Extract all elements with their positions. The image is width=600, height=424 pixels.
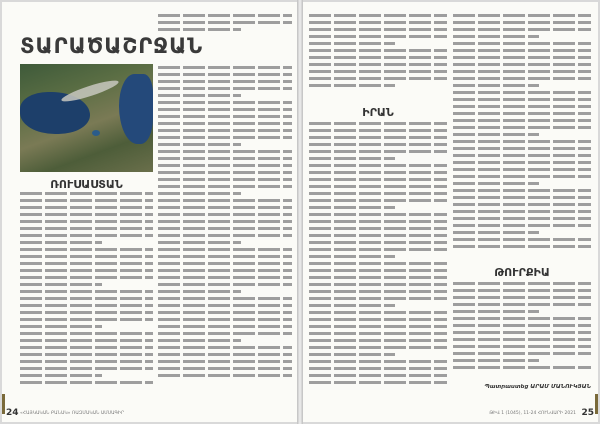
left-column-1-text [20, 190, 153, 400]
left-page [2, 2, 297, 422]
right-column-1-top-text [309, 12, 447, 104]
lake-shape [92, 130, 100, 136]
author-credit: Պատրաստեց ԱՐԱՄ ՄԱՆՈՒԿՅԱՆ [484, 384, 591, 390]
right-column-2-text [453, 12, 591, 262]
section-title: ՏԱՐԱԾԱՇՐՋԱՆ [20, 34, 204, 58]
left-footer: «ՀԱՅԿԱԿԱՆ ԲԱՆԱԿ» ՌԱԶՄԱԿԱՆ ԱՄՍԱԳԻՐ [20, 411, 125, 416]
heading-russia: ՌՈՒՍԱՍՏԱՆ [50, 178, 123, 191]
heading-turkey: ԹՈՒՐՔԻԱ [494, 266, 550, 279]
caucasus-range-shape [60, 77, 120, 105]
right-page [303, 2, 598, 422]
left-column-2-text [158, 64, 292, 400]
right-column-1-text [309, 120, 447, 400]
right-footer: ԹԻՎ 1 (1045), 11-24 ՀՈՒՆՎԱՐԻ 2021 [489, 411, 576, 416]
left-edge-tab [2, 394, 5, 414]
right-page-number: 25 [581, 408, 594, 418]
caspian-sea-shape [119, 74, 153, 144]
satellite-map-image [20, 64, 153, 172]
right-column-2-bottom-text [453, 280, 591, 380]
left-page-number: 24 [6, 408, 19, 418]
right-edge-tab [595, 394, 598, 414]
heading-iran: ԻՐԱՆ [362, 106, 394, 119]
left-column-2-top-text [158, 12, 292, 32]
